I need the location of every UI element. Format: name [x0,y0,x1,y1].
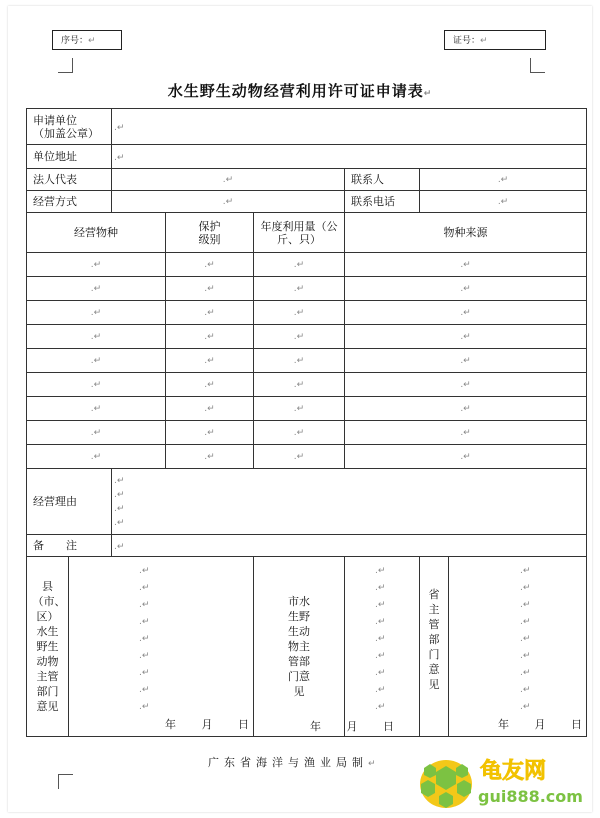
county-opinion-date: 年 月 日 [165,718,249,731]
watermark-logo [416,746,596,816]
protection-level-column-header: 保护 级别 [166,213,254,253]
annual-usage-column-header: 年度利用量（公 斤、只） [254,213,345,253]
contact-person-label: 联系人 [345,169,420,191]
annual-usage-cell[interactable]: .↵ [254,421,345,445]
annual-usage-cell[interactable]: .↵ [254,277,345,301]
province-opinion-field[interactable]: 省主管部门意见 .↵ .↵ .↵ .↵ .↵ .↵ .↵ .↵ .↵ 年 月 日 [420,557,587,737]
annual-usage-cell[interactable]: .↵ [254,253,345,277]
remarks-field[interactable]: .↵ [112,535,587,557]
county-opinion-field[interactable]: .↵ .↵ .↵ .↵ .↵ .↵ .↵ .↵ .↵ 年 月 日 [69,557,254,737]
species-cell[interactable]: .↵ [27,253,166,277]
legal-representative-field[interactable]: .↵ [112,169,345,191]
address-label: 单位地址 [27,145,112,169]
species-cell[interactable]: .↵ [27,397,166,421]
certificate-number-box: 证号：↵ [444,30,546,50]
species-source-cell[interactable]: .↵ [345,301,587,325]
table-row [27,421,587,445]
annual-usage-cell[interactable]: .↵ [254,373,345,397]
species-source-cell[interactable]: .↵ [345,397,587,421]
watermark-name: 龟友网 [480,759,547,784]
contact-person-field[interactable]: .↵ [420,169,587,191]
province-opinion-label: 省主管部门意见 [420,557,449,736]
business-method-field[interactable]: .↵ [112,191,345,213]
species-cell[interactable]: .↵ [27,445,166,469]
species-source-cell[interactable]: .↵ [345,421,587,445]
protection-level-cell[interactable]: .↵ [166,277,254,301]
watermark-url: gui888.com [478,787,583,806]
annual-usage-cell[interactable]: .↵ [254,445,345,469]
species-source-cell[interactable]: .↵ [345,349,587,373]
table-row [27,277,587,301]
species-cell[interactable]: .↵ [27,373,166,397]
province-opinion-date: 年 月 日 [498,718,583,731]
species-cell[interactable]: .↵ [27,421,166,445]
species-source-cell[interactable]: .↵ [345,277,587,301]
margin-corner-mark [58,774,73,789]
protection-level-cell[interactable]: .↵ [166,301,254,325]
turtle-shell-icon [420,760,472,808]
document-page [8,6,592,812]
table-row [27,397,587,421]
table-row [27,445,587,469]
remarks-label: 备 注 [27,535,112,557]
table-row [27,325,587,349]
table-row [27,349,587,373]
contact-phone-label: 联系电话 [345,191,420,213]
city-opinion-date: 年 月 日 [310,720,394,733]
species-cell[interactable]: .↵ [27,301,166,325]
annual-usage-cell[interactable]: .↵ [254,325,345,349]
serial-number-box: 序号：↵ [52,30,122,50]
annual-usage-cell[interactable]: .↵ [254,397,345,421]
species-source-cell[interactable]: .↵ [345,445,587,469]
business-reason-label: 经营理由 [27,469,112,535]
margin-corner-mark [58,58,73,73]
species-cell[interactable]: .↵ [27,325,166,349]
serial-number-label: 序号： [61,36,89,46]
table-row [27,253,587,277]
protection-level-cell[interactable]: .↵ [166,373,254,397]
annual-usage-cell[interactable]: .↵ [254,349,345,373]
margin-corner-mark [530,58,545,73]
species-cell[interactable]: .↵ [27,277,166,301]
application-form-table [26,108,587,737]
applicant-label: 申请单位 （加盖公章） [27,109,112,145]
species-source-cell[interactable]: .↵ [345,373,587,397]
address-field[interactable]: .↵ [112,145,587,169]
species-cell[interactable]: .↵ [27,349,166,373]
county-opinion-label: 县（市、区）水生野生动物主管部门意见 [27,557,69,737]
protection-level-cell[interactable]: .↵ [166,253,254,277]
business-reason-field[interactable]: .↵ .↵ .↵ .↵ [112,469,587,535]
protection-level-cell[interactable]: .↵ [166,349,254,373]
species-source-cell[interactable]: .↵ [345,325,587,349]
business-method-label: 经营方式 [27,191,112,213]
legal-representative-label: 法人代表 [27,169,112,191]
form-title: 水生野生动物经营利用许可证申请表↵ [167,82,433,100]
table-row [27,301,587,325]
annual-usage-cell[interactable]: .↵ [254,301,345,325]
protection-level-cell[interactable]: .↵ [166,397,254,421]
species-source-cell[interactable]: .↵ [345,253,587,277]
protection-level-cell[interactable]: .↵ [166,421,254,445]
protection-level-cell[interactable]: .↵ [166,325,254,349]
species-source-column-header: 物种来源 [345,213,587,253]
city-opinion-label: 市水生野生动物主管部门意见 [254,557,345,737]
contact-phone-field[interactable]: .↵ [420,191,587,213]
certificate-number-label: 证号： [453,36,481,46]
city-opinion-field[interactable]: .↵ .↵ .↵ .↵ .↵ .↵ .↵ .↵ .↵ [345,557,420,737]
applicant-field[interactable]: .↵ [112,109,587,145]
species-column-header: 经营物种 [27,213,166,253]
protection-level-cell[interactable]: .↵ [166,445,254,469]
issuer-footer: 广东省海洋与渔业局制↵ [208,756,381,769]
table-row [27,373,587,397]
